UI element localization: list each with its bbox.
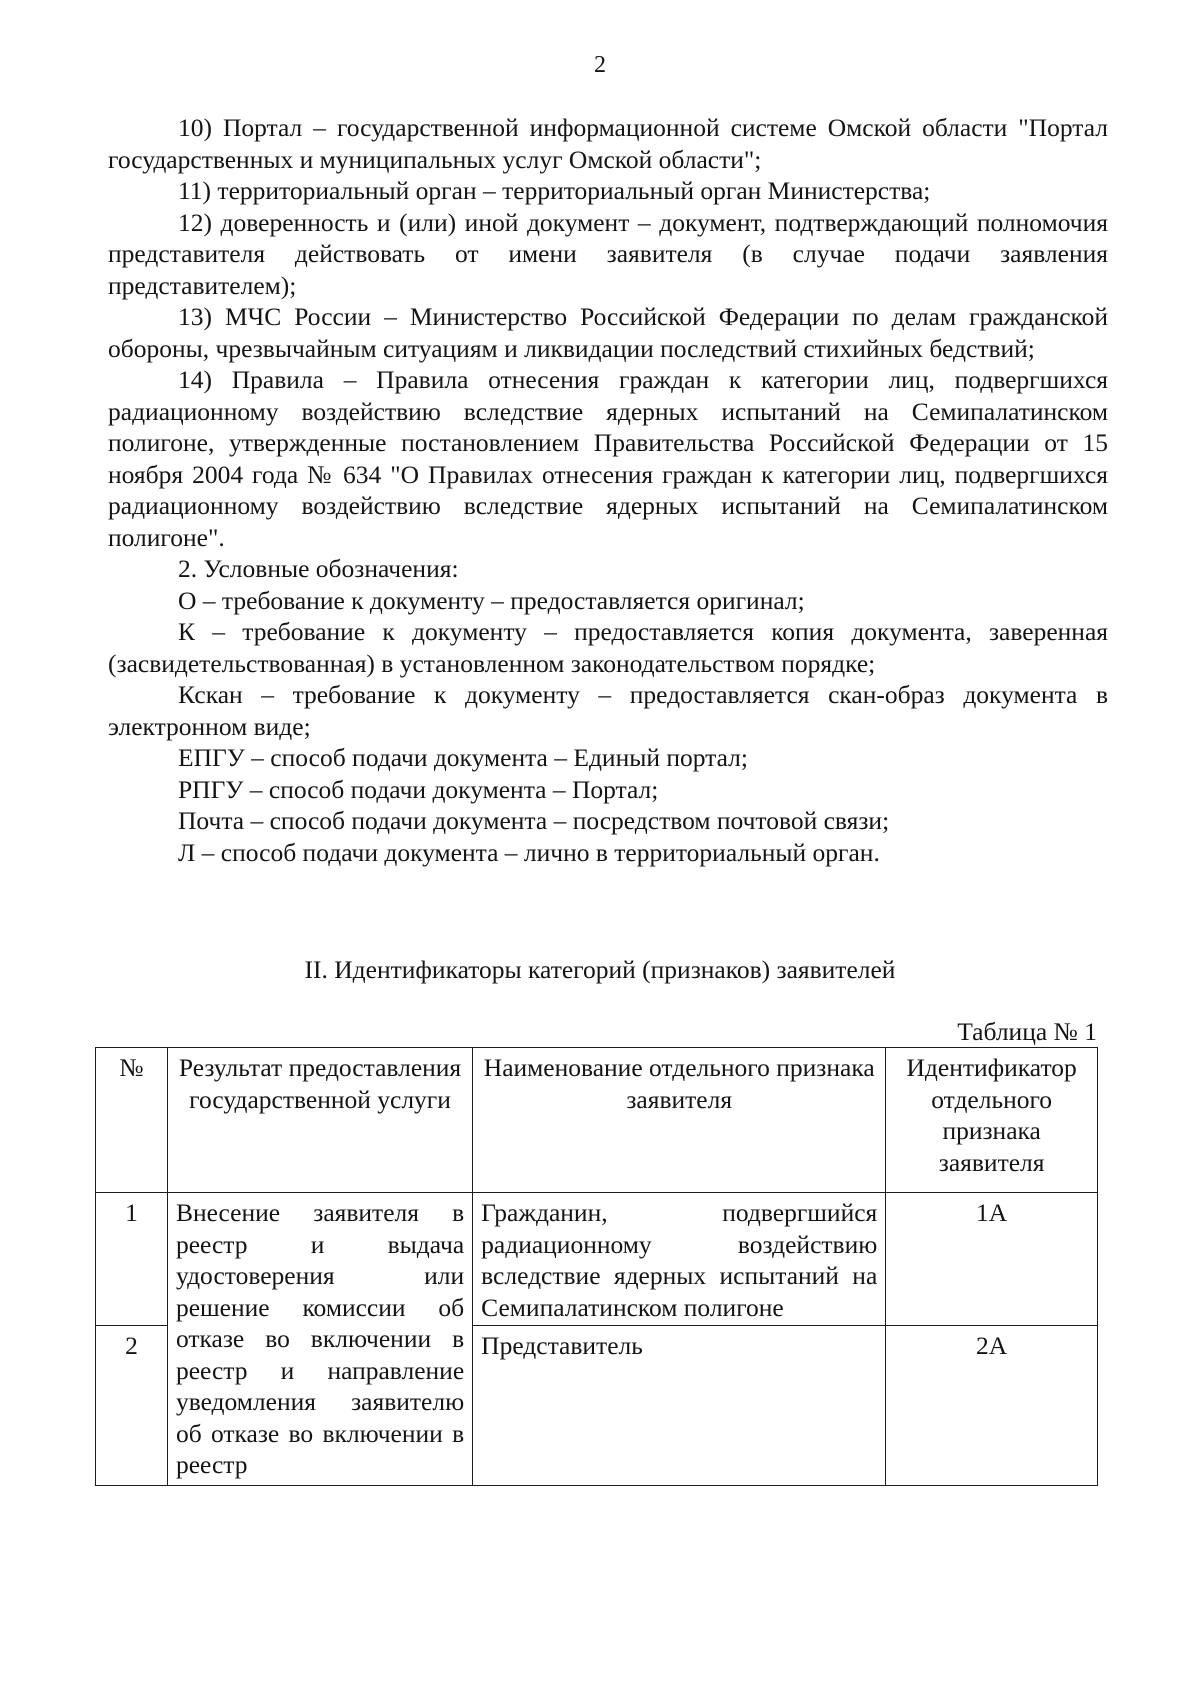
legend-in-person: Л – способ подачи документа – лично в территориальный орган. xyxy=(178,837,880,867)
legend-original: О – требование к документу – предоставляется оригинал; xyxy=(178,585,805,615)
legend-heading: 2. Условные обозначения: xyxy=(178,554,459,583)
definition-emercom: 13) МЧС России – Министерство Российской Федерации по делам гражданской обороны, чрезвычайным ситуациям и ликвидации последствий стихийных бедствий; xyxy=(108,302,1108,363)
row-number: 2 xyxy=(96,1326,168,1486)
header-identifier: Идентификатор отдельного признака заявителя xyxy=(886,1048,1098,1193)
row-number: 1 xyxy=(96,1193,168,1326)
header-attribute-name: Наименование отдельного признака заявителя xyxy=(473,1048,886,1193)
legend-post: Почта – способ подачи документа – посредством почтовой связи; xyxy=(178,806,890,835)
header-number: № xyxy=(96,1048,168,1193)
legend-scan: Кскан – требование к документу – предоставляется скан-образ документа в электронном виде; xyxy=(108,680,1108,741)
legend-epgu: ЕПГУ – способ подачи документа – Единый портал; xyxy=(178,743,748,772)
header-result: Результат предоставления государственной услуги xyxy=(167,1048,472,1193)
definition-rules: 14) Правила – Правила отнесения граждан к категории лиц, подвергшихся радиационному воздействию вследствие ядерных испытаний на Семипалатинском полигоне, утвержденные постановлением Правительства Российской Федерации от 15 ноября 2004 года № 634 "О Правилах отнесения граждан к категории лиц, подвергшихся радиационному воздействию вследствие ядерных испытаний на Семипалатинском полигоне". xyxy=(108,365,1108,552)
table-caption: Таблица № 1 xyxy=(957,1017,1097,1046)
identifier-cell: 2А xyxy=(886,1326,1098,1486)
definition-power-of-attorney: 12) доверенность и (или) иной документ – документ, подтверждающий полномочия представителя действовать от имени заявителя (в случае подачи заявления представителем); xyxy=(108,207,1108,300)
applicant-identifiers-table xyxy=(95,1047,1098,1486)
definition-portal: 10) Портал – государственной информационной системе Омской области "Портал государственных и муниципальных услуг Омской области"; xyxy=(108,113,1108,174)
attribute-name-cell: Гражданин, подвергшийся радиационному воздействию вследствие ядерных испытаний на Семипалатинском полигоне xyxy=(473,1193,886,1326)
body-text xyxy=(108,112,1108,868)
table-row xyxy=(96,1193,1098,1326)
definition-territorial-body: 11) территориальный орган – территориальный орган Министерства; xyxy=(178,176,931,205)
attribute-name-cell: Представитель xyxy=(473,1326,886,1486)
section-title: II. Идентификаторы категорий (признаков) заявителей xyxy=(304,955,896,984)
page-number: 2 xyxy=(594,52,606,78)
legend-copy: К – требование к документу – предоставляется копия документа, заверенная (засвидетельствованная) в установленном законодательством порядке; xyxy=(108,617,1108,678)
table-header-row xyxy=(96,1048,1098,1193)
result-cell: Внесение заявителя в реестр и выдача удостоверения или решение комиссии об отказе во включении в реестр и направление уведомления заявителю об отказе во включении в реестр xyxy=(167,1193,472,1486)
identifier-cell: 1А xyxy=(886,1193,1098,1326)
legend-rpgu: РПГУ – способ подачи документа – Портал; xyxy=(178,774,659,804)
